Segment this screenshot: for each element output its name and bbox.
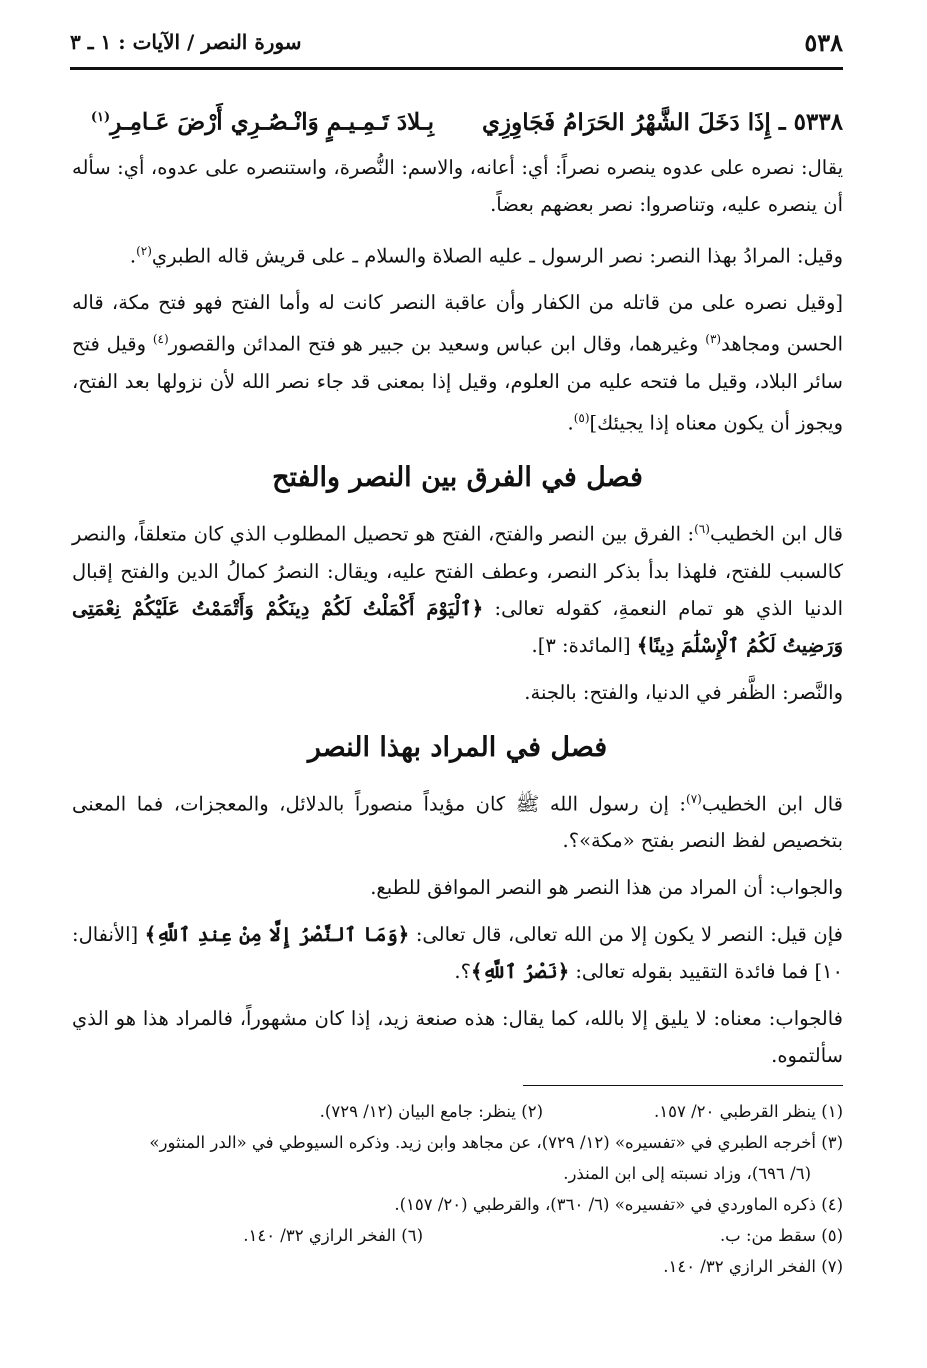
section-heading: فصل في المراد بهذا النصر	[307, 731, 608, 763]
footnote-row	[72, 1220, 843, 1251]
paragraph: يقال: نصره على عدوه ينصره نصراً: أي: أعانه، والاسم: النُّصرة، واستنصره على عدوه، أي: سأله أن ينصره عليه، وتناصروا: نصر بعضهم بعضاً.	[72, 155, 843, 216]
quran-quote: ﴿نَصْرُ ٱللَّهِ﴾	[470, 960, 570, 984]
verse-hemistich-1: إِذَا دَخَلَ الشَّهْرُ الحَرَامُ فَجَاوِزِي	[482, 108, 771, 136]
section-heading: فصل في الفرق بين النصر والفتح	[272, 462, 643, 494]
paragraph	[72, 781, 843, 860]
footnote-mark: (٥)	[573, 410, 590, 425]
verse-hemistich-2: بِـلادَ تَـمِـيـمٍ وَانْـصُـرِي أَرْضَ عَـامِـرِ	[110, 108, 435, 136]
text-run: وقيل: المرادُ بهذا النصر: نصر الرسول ـ عليه الصلاة والسلام ـ على قريش قاله الطبري	[151, 244, 843, 268]
running-title: سورة النصر / الآيات : ١ ـ ٣	[70, 30, 302, 54]
main-text	[72, 88, 843, 1084]
poetry-verse	[72, 96, 843, 145]
footnote-5: (٥) سقط من: ب.	[719, 1226, 843, 1245]
running-header	[70, 28, 843, 70]
paragraph: فالجواب: معناه: لا يليق إلا بالله، كما يقال: هذه صنعة زيد، إذا كان مشهوراً، فالمراد هذا هو الذي سألتموه.	[72, 1007, 843, 1068]
footnote-2: (٢) ينظر: جامع البيان (١٢/ ٧٢٩).	[319, 1102, 543, 1121]
footnote-separator	[523, 1085, 843, 1086]
text-run: .	[129, 244, 137, 268]
footnote-mark: (٤)	[152, 332, 169, 347]
footnotes	[72, 1096, 843, 1282]
quran-quote: ﴿ٱلْيَوْمَ أَكْمَلْتُ لَكُمْ دِينَكُمْ وَأَتْمَمْتُ عَلَيْكُمْ نِعْمَتِى وَرَضِيتُ لَكُمُ ٱلْإِسْلَٰمَ دِينًا﴾	[72, 596, 843, 657]
verse-number: ٥٣٣٨ ـ	[778, 108, 843, 136]
text-run: : الفرق بين النصر والفتح، الفتح هو تحصيل المطلوب الذي كان متعلقاً، والنصر كالسبب للفتح، فلهذا بدأ بذكر النصر، وعطف الفتح عليه، ويقال: النصرُ كمالُ الدين والفتح إقبال الدنيا الذي هو تمام النعمةِ، كقوله تعالى:	[72, 522, 843, 620]
text-run: .	[567, 411, 574, 435]
footnote-1: (١) ينظر القرطبي ٢٠/ ١٥٧.	[653, 1102, 843, 1121]
footnote-4: (٤) ذكره الماوردي في «تفسيره» (٦/ ٣٦٠)، والقرطبي (٢٠/ ١٥٧).	[394, 1195, 843, 1214]
footnote-mark: (٢)	[136, 243, 152, 258]
footnote-6: (٦) الفخر الرازي ٣٢/ ١٤٠.	[243, 1226, 423, 1245]
paragraph	[72, 233, 843, 275]
text-run: وقيل فتح سائر البلاد، وقيل ما فتحه عليه من العلوم، وقيل إذا بمعنى قد جاء نصر الله لأن نزولها بعد الفتح، ويجوز أن يكون معناه إذا يجيئك]	[72, 332, 843, 435]
footnote-row	[72, 1096, 843, 1127]
text-run: فإن قيل: النصر لا يكون إلا من الله تعالى، قال تعالى:	[409, 923, 843, 947]
paragraph: والنَّصر: الظَّفر في الدنيا، والفتح: بالجنة.	[524, 680, 843, 704]
text-run: وغيرهما، وقال ابن عباس وسعيد بن جبير هو فتح المدائن والقصور	[168, 332, 706, 356]
text-run: [المائدة: ٣].	[531, 633, 637, 657]
footnote-mark: (٦)	[694, 522, 710, 537]
text-run: قال ابن الخطيب	[709, 522, 843, 546]
footnote-3-continued: (٦/ ٦٩٦)، وزاد نسبته إلى ابن المنذر.	[563, 1164, 811, 1183]
text-run: : إن رسول الله ﷺ كان مؤيداً منصوراً بالدلائل، والمعجزات، فما المعنى بتخصيص لفظ النصر بفتح «مكة»؟.	[72, 792, 843, 853]
quran-quote: ﴿وَمَا ٱلنَّصْرُ إِلَّا مِنْ عِندِ ٱللَّهِ﴾	[144, 923, 410, 947]
paragraph	[72, 511, 843, 664]
header-rule	[70, 67, 843, 70]
text-run: [الأنفال: ١٠] فما فائدة التقييد بقوله تعالى:	[72, 923, 843, 984]
page-number: ٥٣٨	[804, 28, 843, 57]
text-run: [وقيل نصره على من قاتله من الكفار وأن عاقبة النصر كانت له وأما الفتح فهو فتح مكة، قاله الحسن ومجاهد	[72, 291, 843, 356]
footnote-mark: (٧)	[686, 791, 702, 806]
footnote-7: (٧) الفخر الرازي ٣٢/ ١٤٠.	[663, 1257, 843, 1276]
footnote-3: (٣) أخرجه الطبري في «تفسيره» (١٢/ ٧٢٩)، عن مجاهد وابن زيد. وذكره السيوطي في «الدر المنثور»	[149, 1133, 843, 1152]
footnote-mark: (١)	[90, 110, 111, 125]
text-run: ؟.	[454, 960, 471, 984]
text-run: قال ابن الخطيب	[701, 792, 843, 816]
paragraph: والجواب: أن المراد من هذا النصر هو النصر الموافق للطبع.	[370, 876, 843, 900]
footnote-mark: (٣)	[705, 332, 722, 347]
paragraph	[72, 916, 843, 990]
paragraph	[72, 284, 843, 441]
